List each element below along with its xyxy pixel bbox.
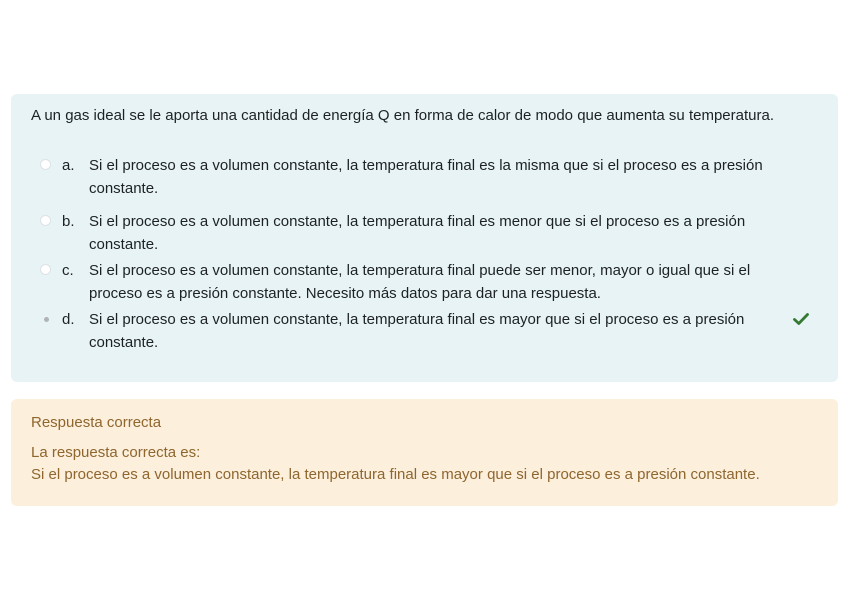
radio-button-a[interactable] [40,159,51,170]
feedback-card [11,399,838,506]
radio-button-d-selected[interactable] [44,317,49,322]
option-text: Si el proceso es a volumen constante, la temperatura final es mayor que si el proceso es a presión constante. [89,311,745,351]
feedback-correct-answer: Si el proceso es a volumen constante, la temperatura final es mayor que si el proceso es a presión constante. [31,466,760,483]
option-letter: b. [62,213,75,230]
radio-button-b[interactable] [40,215,51,226]
option-letter: d. [62,311,75,328]
check-icon [793,312,809,326]
feedback-title: Respuesta correcta [31,414,162,431]
question-text: A un gas ideal se le aporta una cantidad de energía Q en forma de calor de modo que aumenta su temperatura. [31,107,774,124]
feedback-intro: La respuesta correcta es: [31,444,201,461]
radio-button-c[interactable] [40,264,51,275]
option-letter: a. [62,157,75,174]
option-text: Si el proceso es a volumen constante, la temperatura final puede ser menor, mayor o igual que si el proceso es a presión constante. Necesito más datos para dar una respuesta. [89,262,751,302]
question-card [11,94,838,382]
option-text: Si el proceso es a volumen constante, la temperatura final es menor que si el proceso es a presión constante. [89,213,746,253]
option-text: Si el proceso es a volumen constante, la temperatura final es la misma que si el proceso es a presión constante. [89,157,763,197]
option-letter: c. [62,262,74,279]
